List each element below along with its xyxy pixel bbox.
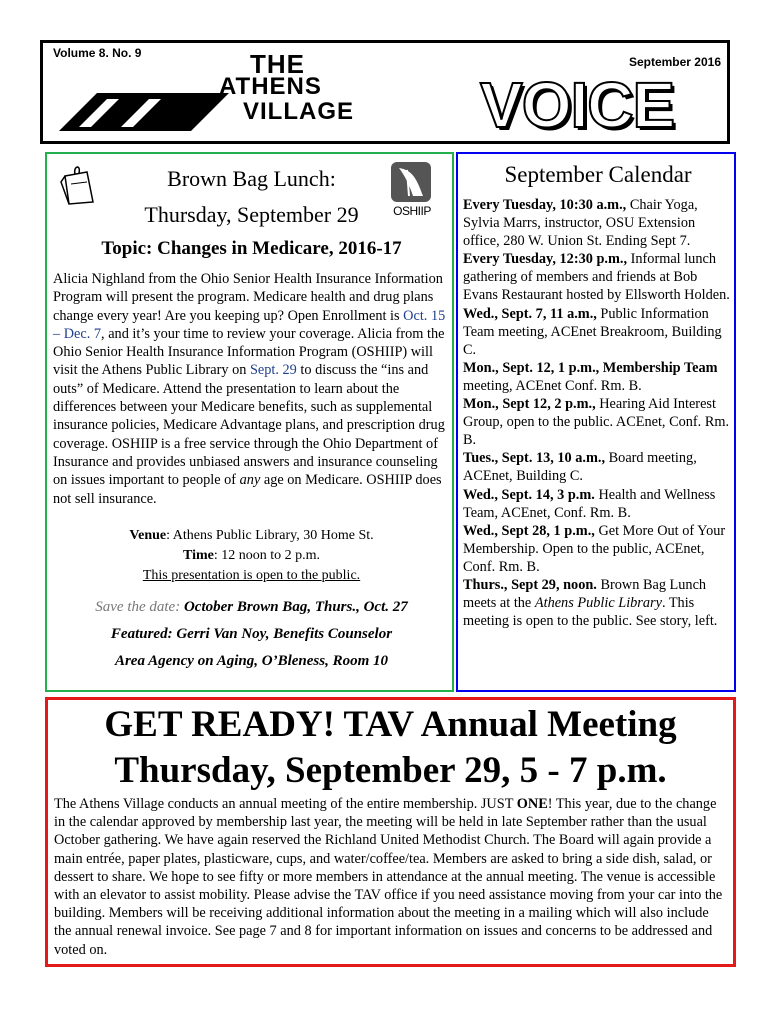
venue-line: Venue: Athens Public Library, 30 Home St. xyxy=(129,528,374,543)
annual-meeting-box xyxy=(45,697,736,967)
calendar-event: Tues., Sept. 13, 10 a.m., Board meeting, ACEnet, Building C. xyxy=(463,450,697,485)
desc-part: age on Medicare. OSHIIP does not sell insurance. xyxy=(53,472,442,507)
emphasis-one: ONE xyxy=(516,796,548,812)
desc-part: Alicia Nighland from the Ohio Senior Health Insurance Information Program will present the program. Medicare health and drug plans change every year! Are you keeping up? Open Enrollment is xyxy=(53,271,443,324)
meeting-description: The Athens Village conducts an annual meeting of the entire membership. JUST ONE! This year, due to the change in the calendar approved by membership last year, the meeting will be held in late September rather than the usual October gathering. We have again reserved the Richland United Methodist Church. The Board will again provide a main entrée, paper plates, plasticware, cups, and water/coffee/tea. Members are asked to bring a side dish, salad, or dessert to share. We hope to see fifty or more members in attendance at the annual meeting. The venue is accessible with an elevator to assist mobility. Please advise the TAV office if you need assistance moving from your car into the building. Members will be receiving additional information about the meeting in a mailing which will also include the annual renewal invoice. See page 7 and 8 for important information on issues and concerns to be addressed and voted on. xyxy=(54,796,723,958)
enrollment-dates: Oct. 15 – Dec. 7 xyxy=(53,307,446,342)
calendar-title: September Calendar xyxy=(504,162,692,187)
brown-bag-date: Thursday, September 29 xyxy=(144,202,359,227)
calendar-events xyxy=(463,196,733,630)
time-line: Time: 12 noon to 2 p.m. xyxy=(182,548,321,563)
calendar-event: Mon., Sept 12, 2 p.m., Hearing Aid Interest Group, open to the public. ACEnet, Conf. Rm. B. xyxy=(463,396,730,449)
desc-part: to discuss the “ins and outs” of Medicare. Attend the presentation to learn about the differences between your Medicare benefits, such as supplemental insurance policies, Medicare Advantage plans, and prescription drug coverage. OSHIIP is a free service through the Ohio Department of Insurance and provides unbiased answers and insurance counseling on issues important to people of xyxy=(53,362,445,489)
meeting-headline: GET READY! TAV Annual Meeting xyxy=(104,704,677,745)
voice-title: VOICE xyxy=(480,69,675,141)
calendar-event: Every Tuesday, 10:30 a.m., Chair Yoga, Sylvia Marrs, instructor, OSU Extension office, 280 W. Union St. Ending Sept 7. xyxy=(463,197,698,250)
issue-date: September 2016 xyxy=(628,55,721,69)
open-note: This presentation is open to the public. xyxy=(142,568,361,583)
calendar-box xyxy=(456,152,736,692)
brown-bag-description xyxy=(53,270,451,508)
calendar-event: Thurs., Sept 29, noon. Brown Bag Lunch meets at the Athens Public Library. This meeting is open to the public. See story, left. xyxy=(463,576,718,630)
brown-bag-box xyxy=(45,152,454,692)
event-details xyxy=(47,526,456,586)
volume-label: Volume 8. No. 9 xyxy=(53,46,142,60)
calendar-event: Wed., Sept 28, 1 p.m., Get More Out of Your Membership. Open to the public, ACEnet, Conf. Rm. B. xyxy=(463,522,726,575)
meeting-date-headline: Thursday, September 29, 5 - 7 p.m. xyxy=(114,750,667,791)
calendar-event: Mon., Sept. 12, 1 p.m., Membership Team meeting, ACEnet Conf. Rm. B. xyxy=(463,359,718,394)
featured-line: Featured: Gerri Van Noy, Benefits Counselor xyxy=(110,626,393,642)
brown-bag-topic: Topic: Changes in Medicare, 2016-17 xyxy=(101,238,402,259)
logo-village: VILLAGE xyxy=(243,98,355,125)
logo-the: THE xyxy=(250,49,305,79)
calendar-event: Wed., Sept. 7, 11 a.m., Public Information Team meeting, ACEnet Breakroom, Building C. xyxy=(463,305,722,358)
visit-date: Sept. 29 xyxy=(249,362,297,379)
brown-bag-title: Brown Bag Lunch: xyxy=(167,166,336,191)
save-line: Save the date: October Brown Bag, Thurs., Oct. 27 xyxy=(95,599,408,615)
save-the-date xyxy=(47,594,456,675)
oshiip-logo-label: OSHIIP xyxy=(393,204,431,218)
desc-part: , and it’s your time to review your coverage. Alicia from the Ohio Senior Health Insurance Information Program (OSHIIP) will visit the Athens Public Library on xyxy=(53,325,445,379)
location-line: Area Agency on Aging, O’Bleness, Room 10 xyxy=(114,653,389,669)
calendar-event: Every Tuesday, 12:30 p.m., Informal lunch gathering of members and friends at Bob Evans Restaurant hosted by Ellsworth Holden. xyxy=(463,251,730,304)
masthead xyxy=(40,40,730,144)
logo-athens: ATHENS xyxy=(219,73,322,100)
calendar-event: Wed., Sept. 14, 3 p.m. Health and Wellness Team, ACEnet, Conf. Rm. B. xyxy=(463,486,716,521)
emphasis-any: any xyxy=(239,472,261,489)
